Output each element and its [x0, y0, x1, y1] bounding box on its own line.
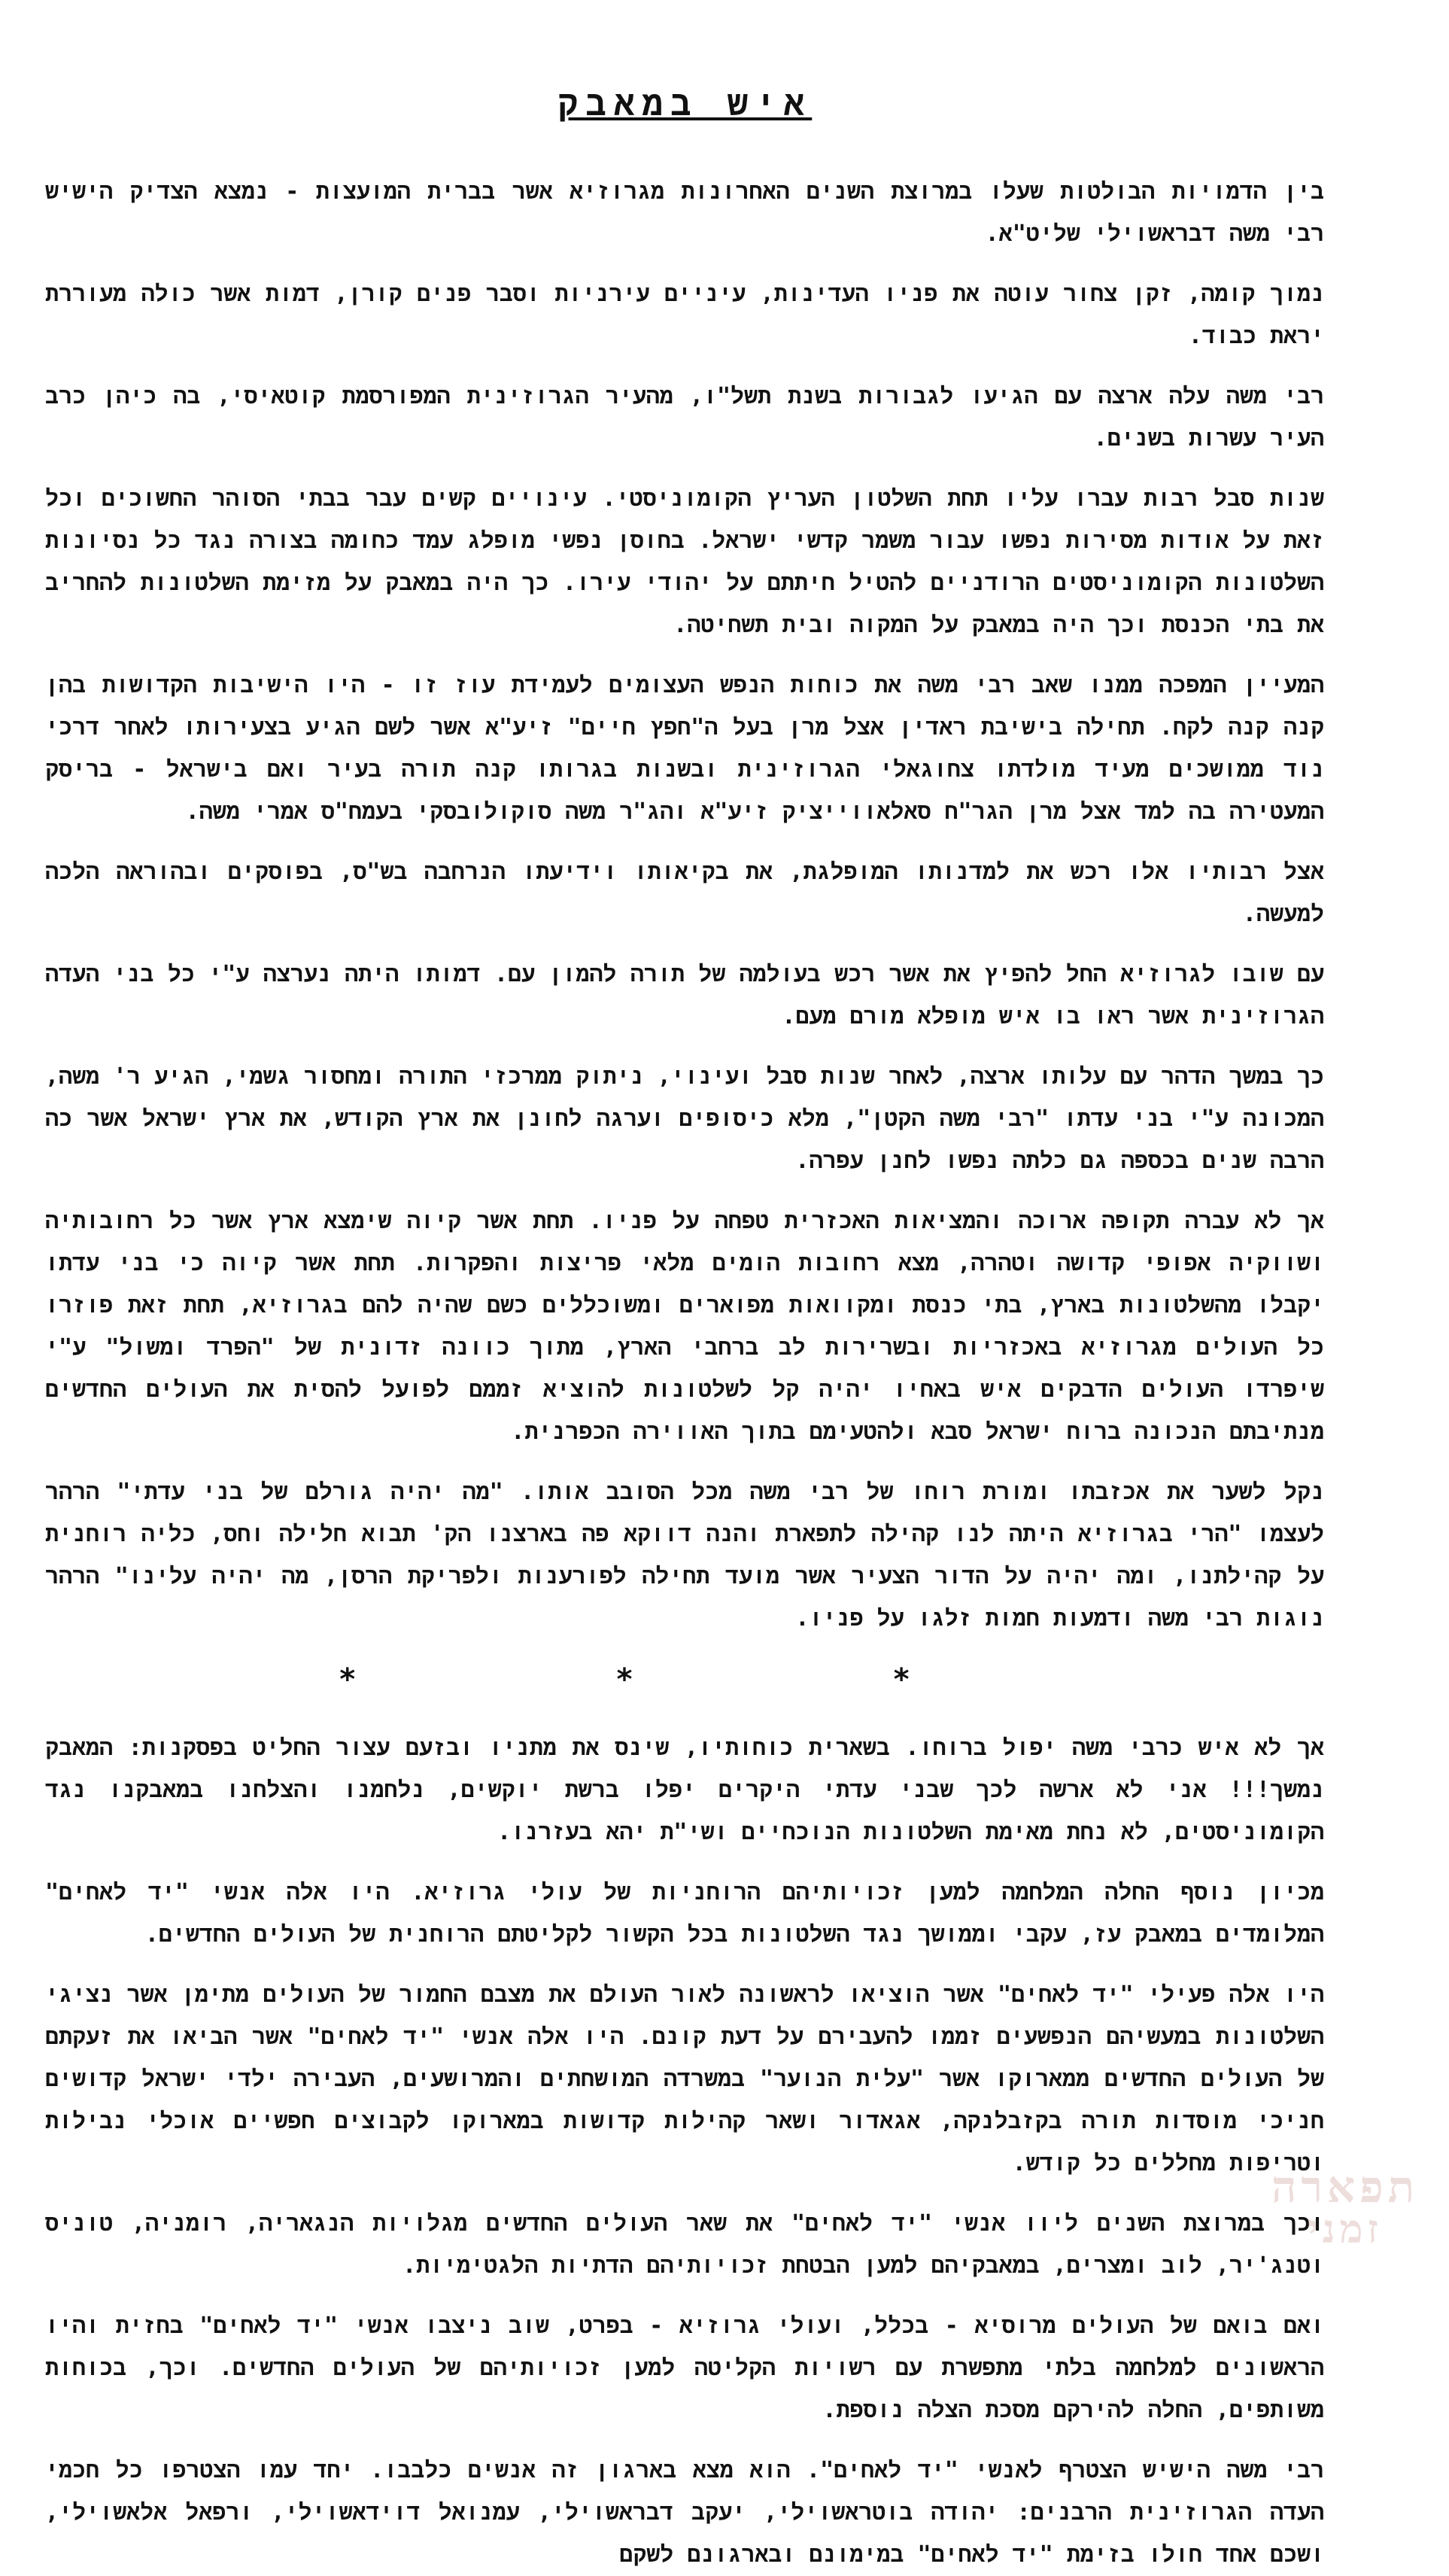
document-page [45, 68, 1325, 2568]
paragraph: המעיין המפכה ממנו שאב רבי משה את כוחות הנפש העצומים לעמידת עוז זו - היו הישיבות הקדושות בהן קנה קנה לקח. תחילה בישיבת ראדין אצל מרן בעל ה"חפץ חיים" זיע"א אשר לשם הגיע בצעירותו לאחר דרכי נוד ממושכים מעיד מולדתו צחוגאלי הגרוזינית ובשנות בגרותו קנה תורה בעיר ואם בישראל - בריסק המעטירה בה למד אצל מרן הגר"ח סאלאווייציק זיע"א והג"ר משה סוקולובסקי בעמח"ס אמרי משה. [45, 672, 1324, 825]
paragraph: כך במשך הדהר עם עלותו ארצה, לאחר שנות סבל ועינוי, ניתוק ממרכזי התורה ומחסור גשמי, הגיע ר' משה, המכונה ע"י בני עדתו "רבי משה הקטן", מלא כיסופים וערגה לחונן את ארץ הקודש, את ארץ ישראל אשר כה הרבה שנים בכספה גם כלתה נפשו לחנן עפרה. [45, 1063, 1324, 1174]
paragraph: שנות סבל רבות עברו עליו תחת השלטון העריץ הקומוניסטי. עינויים קשים עבר בבתי הסוהר החשוכים וכל זאת על אודות מסירות נפשו עבור משמר קדשי ישראל. בחוסן נפשי מופלג עמד כחומה בצורה נגד כל נסיונות השלטונות הקומוניסטים הרודניים להטיל חיתתם על יהודי עירו. כך היה במאבק על מזימת השלטונות להחריב את בתי הכנסת וכך היה במאבק על המקוה ובית תשחיטה. [45, 485, 1324, 638]
paragraph: אצל רבותיו אלו רכש את למדנותו המופלגת, את בקיאותו וידיעתו הנרחבה בש"ס, בפוסקים ובהוראה הלכה למעשה. [45, 859, 1324, 927]
paragraph: נקל לשער את אכזבתו ומורת רוחו של רבי משה מכל הסובב אותו. "מה יהיה גורלם של בני עדתי" הרהר לעצמו "הרי בגרוזיא היתה לנו קהילה לתפארת והנה דווקא פה בארצנו הק' תבוא חלילה וחס, כליה רוחנית על קהילתנו, ומה יהיה על הדור הצעיר אשר מועד תחילה לפורענות ולפריקת הרסן, מה יהיה עלינו" הרהר נוגות רבי משה ודמעות חמות זלגו על פניו. [45, 1479, 1324, 1632]
paragraph: ואם בואם של העולים מרוסיא - בכלל, ועולי גרוזיא - בפרט, שוב ניצבו אנשי "יד לאחים" בחזית והיו הראשונים למלחמה בלתי מתפשרת עם רשויות הקליטה למען זכויותיהם של העולים החדשים. וכך, בכוחות משותפים, החלה להירקם מסכת הצלה נוספת. [45, 2313, 1324, 2423]
watermark-line: זמני [1308, 2206, 1383, 2253]
paragraph: עם שובו לגרוזיא החל להפיץ את אשר רכש בעולמה של תורה להמון עם. דמותו היתה נערצה ע"י כל בני העדה הגרוזינית אשר ראו בו איש מופלא מורם מעם. [45, 961, 1324, 1029]
paragraph: מכיון נוסף החלה המלחמה למען זכויותיהם הרוחניות של עולי גרוזיא. היו אלה אנשי "יד לאחים" המלומדים במאבק עז, עקבי וממושך נגד השלטונות בכל הקשור לקליטתם הרוחנית של העולים החדשים. [45, 1879, 1324, 1948]
paragraph: רבי משה הישיש הצטרף לאנשי "יד לאחים". הוא מצא בארגון זה אנשים כלבבו. יחד עמו הצטרפו כל חכמי העדה הגרוזינית הרבנים: יהודה בוטראשוילי, יעקב דבראשוילי, עמנואל דוידאשוילי, ורפאל אלאשוילי, ושכם אחד חולו בזימת "יד לאחים" במימונם ובארגונם לשקם [45, 2457, 1324, 2568]
paragraph: אך לא איש כרבי משה יפול ברוחו. בשארית כוחותיו, שינס את מתניו ובזעם עצור החליט בפסקנות: המאבק נמשך!!! אני לא ארשה לכך שבני עדתי היקרים יפלו ברשת יוקשים, נלחמנו והצלחנו במאבקנו נגד הקומוניסטים, לא נחת מאימת השלטונות הנוכחיים ושי"ת יהא בעזרנו. [45, 1735, 1324, 1845]
paragraph: וכך במרוצת השנים ליוו אנשי "יד לאחים" את שאר העולים החדשים מגלויות הנגאריה, רומניה, טוניס וטנג'יר, לוב ומצרים, במאבקיהם למען הבטחת זכויותיהם הדתיות הלגטימיות. [45, 2210, 1324, 2279]
watermark-logo [1271, 2161, 1419, 2253]
section-separator: * * * [338, 1662, 1031, 1697]
watermark-line: תפארה [1271, 2161, 1419, 2213]
paragraph: רבי משה עלה ארצה עם הגיעו לגבורות בשנת תשל"ו, מהעיר הגרוזינית המפורסמת קוטאיסי, בה כיהן כרב העיר עשרות בשנים. [45, 383, 1324, 452]
paragraph: היו אלה פעילי "יד לאחים" אשר הוציאו לראשונה לאור העולם את מצבם החמור של העולים מתימן אשר נציגי השלטונות במעשיהם הנפשעים זממו להעבירם על דעת קונם. היו אלה אנשי "יד לאחים" אשר הביאו את זעקתם של העולים החדשים ממארוקו אשר "עלית הנוער" במשרדה המושחתים והמרושעים, העבירה ילדי ישראל קדושים חניכי מוסדות תורה בקזבלנקה, אגאדור ושאר קהילות קדושות במארוקו לקבוצים חפשיים אוכלי נבילות וטריפות מחללים כל קודש. [45, 1981, 1324, 2176]
paragraph: אך לא עברה תקופה ארוכה והמציאות האכזרית טפחה על פניו. תחת אשר קיוה שימצא ארץ אשר כל רחובותיה ושווקיה אפופי קדושה וטהרה, מצא רחובות הומים מלאי פריצות והפקרות. תחת אשר קיוה כי בני עדתו יקבלו מהשלטונות בארץ, בתי כנסת ומקוואות מפוארים ומשוכללים כשם שהיה להם בגרוזיא, תחת זאת פוזרו כל העולים מגרוזיא באכזריות ובשרירות לב ברחבי הארץ, מתוך כוונה זדונית של "הפרד ומשול" ע"י שיפרדו העולים הדבקים איש באחיו יהיה קל לשלטונות להוציא זממם לפועל להסית את העולים החדשים מנתיבתם הנכונה ברוח ישראל סבא ולהטעימם בתוך האווירה הכפרנית. [45, 1208, 1325, 1445]
paragraph: בין הדמויות הבולטות שעלו במרוצת השנים האחרונות מגרוזיא אשר בברית המועצות - נמצא הצדיק הישיש רבי משה דבראשוילי שליט"א. [45, 178, 1324, 247]
paragraph: נמוך קומה, זקן צחור עוטה את פניו העדינות, עיניים עירניות וסבר פנים קורן, דמות אשר כולה מעוררת יראת כבוד. [45, 281, 1324, 349]
document-title: איש במאבק [557, 83, 813, 123]
